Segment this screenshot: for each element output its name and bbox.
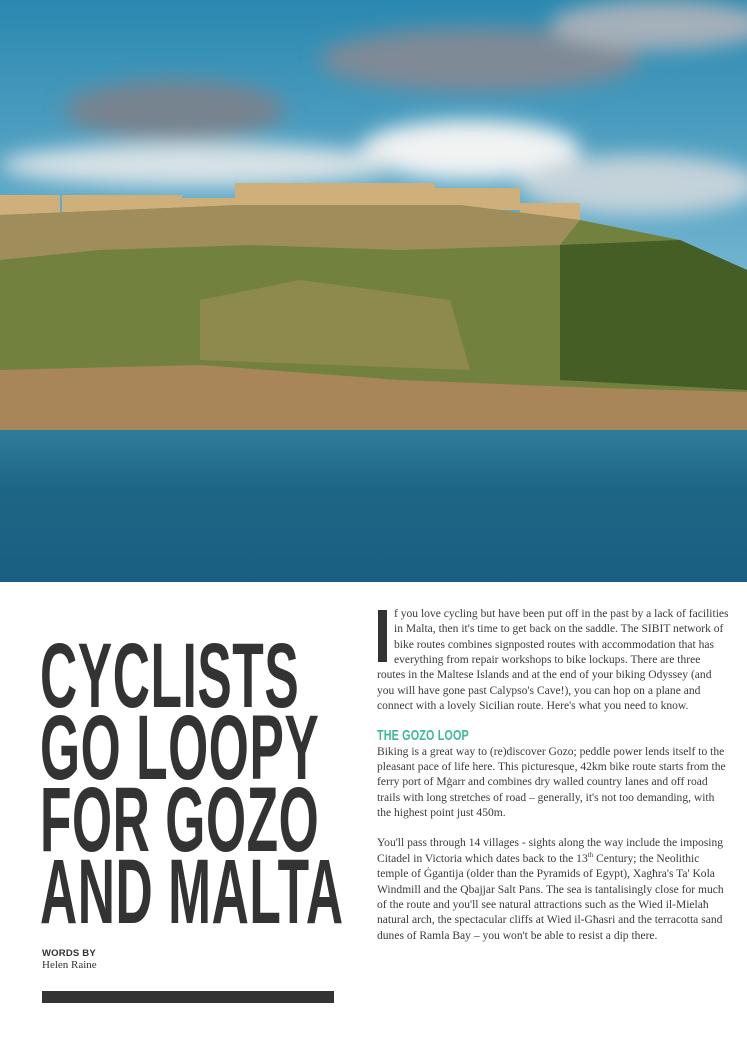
- paragraph: Biking is a great way to (re)discover Gozo; peddle power lends itself to the pleasant pace of life here. This picturesque, 42km bike route starts from the ferry port of Mġarr and combines dry walled country lanes and off road trails with long stretches of road – generally, it's not too demanding, with the highest point just 450m.: [377, 745, 726, 820]
- section-heading: THE GOZO LOOP: [377, 727, 469, 745]
- byline: [42, 948, 97, 971]
- headline-line: GO LOOPY: [40, 697, 320, 799]
- article-body: [377, 607, 729, 959]
- byline-label: WORDS BY: [42, 948, 96, 959]
- drop-cap: [378, 610, 387, 662]
- headline: [40, 625, 376, 943]
- paragraph: You'll pass through 14 villages - sights along the way include the imposing Citadel in Victoria which dates back to the 13th Century; the Neolithic temple of Ġgantija (older than the Pyramids of Egypt), Xagħra's Ta' Kola Windmill and the Qbajjar Salt Pans. The sea is tantalisingly close for much of the route and you'll see natural attractions such as the Wied il-Mielaħ natural arch, the spectacular cliffs at Wied il-Għasri and the terracotta sand dunes of Ramla Bay – you won't be able to resist a dip there.: [377, 837, 724, 942]
- sea: [0, 430, 747, 582]
- intro-paragraph: f you love cycling but have been put off in the past by a lack of facilities in Malta, then it's time to get back on the saddle. The SIBIT network of bike routes combines signposted routes with accommodation that has everything from repair workshops to bike lockups. There are three routes in the Maltese Islands and at the end of your biking Odyssey (and you will have gone past Calypso's Cave!), you can hop on a plane and connect with a lovely Sicilian route. Here's what you need to know.: [377, 608, 729, 713]
- headline-line: FOR GOZO: [40, 769, 320, 871]
- headline-line: AND MALTA: [40, 841, 344, 943]
- headline-line: CYCLISTS: [40, 625, 300, 727]
- decorative-bar: [42, 991, 334, 1003]
- byline-author: Helen Raine: [42, 959, 97, 971]
